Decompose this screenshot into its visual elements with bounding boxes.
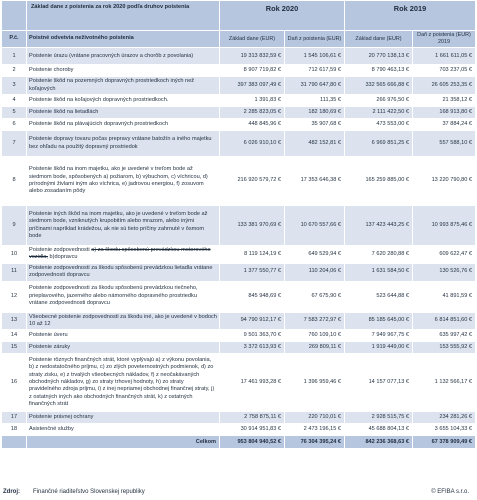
row-number: 17: [2, 412, 27, 424]
year-2020-header: Rok 2020: [220, 1, 345, 31]
row-base-2019: 7 620 280,88 €: [345, 246, 413, 264]
row-tax-2019: 41 891,59 €: [413, 281, 476, 312]
description-pre: Poistenie právnej ochrany: [29, 414, 94, 421]
row-description: [27, 77, 220, 95]
row-tax-2020: 2 473 196,15 €: [285, 424, 345, 436]
header-blank: [2, 1, 27, 31]
row-tax-2019: 21 358,12 €: [413, 95, 476, 107]
description-pre: Všeobecné poistenie zodpovednosti za škodu iné, ako je uvedené v bodoch 10 až 12: [29, 313, 217, 327]
table-row: [2, 312, 476, 330]
row-base-2020: 1 377 550,77 €: [220, 263, 285, 281]
row-base-2019: 1 919 449,00 €: [345, 342, 413, 354]
row-tax-2019: 1 132 566,17 €: [413, 354, 476, 412]
description-pre: Poistenie škôd na inom majetku, ako je uvedené v treťom bode až siedmom bode, spôsobených a) požiarom, b) výbuchom, c) víchricou, d) prírodnými živlami iným ako víchrica, e) jadrovou energiou, f) zosuvom alebo zosadaním pôdy: [29, 166, 208, 195]
table-row: [2, 206, 476, 246]
row-tax-2019: 26 605 253,35 €: [413, 77, 476, 95]
description-pre: Poistenie škôd na lietadlách: [29, 108, 99, 115]
row-base-2020: 133 381 970,69 €: [220, 206, 285, 246]
col-base-2019-header: Základ dane (EUR): [345, 31, 413, 48]
row-description: [27, 330, 220, 342]
table-row: [2, 95, 476, 107]
row-base-2020: 216 920 579,72 €: [220, 157, 285, 206]
row-base-2020: 30 914 951,83 €: [220, 424, 285, 436]
row-tax-2020: 220 710,01 €: [285, 412, 345, 424]
row-base-2020: 8 119 124,19 €: [220, 246, 285, 264]
row-tax-2019: 153 555,92 €: [413, 342, 476, 354]
table-row: [2, 246, 476, 264]
table-row: [2, 77, 476, 95]
row-tax-2019: 3 655 104,33 €: [413, 424, 476, 436]
table-body: [2, 48, 476, 436]
description-post: b)dopravcu: [47, 254, 78, 261]
row-description: [27, 48, 220, 65]
row-base-2020: 397 383 097,49 €: [220, 77, 285, 95]
table-row: [2, 424, 476, 436]
row-description: [27, 157, 220, 206]
table-row: [2, 263, 476, 281]
total-tax-2020: 76 304 395,24 €: [285, 436, 345, 449]
row-description: [27, 131, 220, 157]
row-base-2019: 6 969 851,25 €: [345, 131, 413, 157]
row-base-2020: 2 758 875,11 €: [220, 412, 285, 424]
row-description: [27, 424, 220, 436]
description-pre: Poistenie zodpovednosti za škodu spôsobenú prevádzkou riečneho, prieplavového, jazerného alebo námorného dopravného prostriedku vrátane zodpovednosti dopravcu: [29, 285, 198, 307]
row-tax-2019: 168 913,80 €: [413, 107, 476, 119]
table-row: [2, 330, 476, 342]
row-description: [27, 107, 220, 119]
table-row: [2, 65, 476, 77]
row-base-2020: 94 790 912,17 €: [220, 312, 285, 330]
row-number: 8: [2, 157, 27, 206]
source-text: Finančné riaditeľstvo Slovenskej republiky: [33, 489, 145, 495]
tax-table-container: [1, 0, 475, 449]
description-pre: Poistenie škôd na plávajúcich dopravných prostriedkoch: [29, 120, 168, 127]
description-pre: Poistenie škôd na pozemných dopravných prostriedkoch iných než koľajových: [29, 78, 195, 92]
table-row: [2, 157, 476, 206]
row-tax-2020: 17 353 646,38 €: [285, 157, 345, 206]
description-pre: Poistenie úveru: [29, 332, 68, 339]
row-tax-2020: 182 180,69 €: [285, 107, 345, 119]
row-tax-2019: 10 993 875,46 €: [413, 206, 476, 246]
row-base-2019: 332 565 666,88 €: [345, 77, 413, 95]
row-tax-2019: 609 622,47 €: [413, 246, 476, 264]
header-row-columns: [2, 31, 476, 48]
row-tax-2019: 703 237,05 €: [413, 65, 476, 77]
row-number: 14: [2, 330, 27, 342]
row-tax-2019: 1 661 611,05 €: [413, 48, 476, 65]
row-base-2019: 85 185 645,00 €: [345, 312, 413, 330]
table-row: [2, 107, 476, 119]
table-title: Základ dane z poistenia za rok 2020 podľa druhov poistenia: [27, 1, 220, 31]
row-tax-2019: 635 997,42 €: [413, 330, 476, 342]
row-number: 2: [2, 65, 27, 77]
row-base-2020: 17 461 993,28 €: [220, 354, 285, 412]
row-tax-2020: 1 396 959,46 €: [285, 354, 345, 412]
row-tax-2020: 111,35 €: [285, 95, 345, 107]
table-row: [2, 131, 476, 157]
description-pre: Poistenie zodpovednosti za škodu spôsobenú prevádzkou lietadla vrátane zodpovednosti dopravcu: [29, 264, 213, 279]
total-label: Celkom: [27, 436, 220, 449]
row-tax-2019: 13 220 790,80 €: [413, 157, 476, 206]
row-number: 7: [2, 131, 27, 157]
row-tax-2020: 31 790 647,80 €: [285, 77, 345, 95]
description-pre: Poistenie choroby: [29, 67, 74, 74]
efiba-logo: © EFIBA s.r.o.: [431, 489, 469, 495]
row-tax-2020: 10 670 557,66 €: [285, 206, 345, 246]
row-number: 11: [2, 263, 27, 281]
description-pre: Asistenčné služby: [29, 426, 74, 433]
row-tax-2020: 35 907,68 €: [285, 119, 345, 131]
total-base-2019: 842 236 368,63 €: [345, 436, 413, 449]
row-number: 18: [2, 424, 27, 436]
row-base-2019: 2 928 515,75 €: [345, 412, 413, 424]
row-number: 16: [2, 354, 27, 412]
row-number: 13: [2, 312, 27, 330]
row-base-2020: 9 501 363,70 €: [220, 330, 285, 342]
row-base-2019: 523 644,88 €: [345, 281, 413, 312]
row-description: [27, 119, 220, 131]
row-base-2019: 20 770 138,13 €: [345, 48, 413, 65]
description-pre: Poistenie zodpovednosti: [29, 247, 92, 253]
row-base-2020: 1 391,83 €: [220, 95, 285, 107]
row-number: 9: [2, 206, 27, 246]
row-number: 12: [2, 281, 27, 312]
row-base-2020: 6 026 910,10 €: [220, 131, 285, 157]
table-row: [2, 281, 476, 312]
header-row-top: [2, 1, 476, 31]
row-tax-2020: 110 204,06 €: [285, 263, 345, 281]
row-description: [27, 65, 220, 77]
row-tax-2019: 557 588,10 €: [413, 131, 476, 157]
row-number: 3: [2, 77, 27, 95]
row-number: 6: [2, 119, 27, 131]
row-number: 1: [2, 48, 27, 65]
row-description: [27, 354, 220, 412]
description-pre: Poistenie iných škôd na inom majetku, ako je uvedené v treťom bode až siedmom bode, vzniknutých krupobitím alebo mrazom, alebo inými príčinami napríklad krádežou, ak nie sú tieto príčiny zahrnuté v ôsmom bode: [29, 210, 208, 239]
row-tax-2019: 37 884,24 €: [413, 119, 476, 131]
row-tax-2020: 760 109,10 €: [285, 330, 345, 342]
row-tax-2020: 7 583 272,97 €: [285, 312, 345, 330]
row-base-2019: 2 111 422,50 €: [345, 107, 413, 119]
total-blank: [2, 436, 27, 449]
row-base-2020: 845 948,69 €: [220, 281, 285, 312]
source-label: Zdroj:: [3, 489, 20, 495]
row-description: [27, 342, 220, 354]
row-base-2020: 19 313 832,59 €: [220, 48, 285, 65]
row-number: 10: [2, 246, 27, 264]
col-base-2020-header: Základ dane (EUR): [220, 31, 285, 48]
total-row: [2, 436, 476, 449]
row-base-2019: 14 157 077,13 €: [345, 354, 413, 412]
row-base-2019: 473 553,00 €: [345, 119, 413, 131]
col-number-header: P.č.: [2, 31, 27, 48]
description-pre: Poistenie dopravy tovaru počas prepravy vrátane batožín a iného majetku bez ohľadu na použitý dopravný prostriedok: [29, 136, 212, 150]
row-base-2019: 266 976,50 €: [345, 95, 413, 107]
year-2019-header: Rok 2019: [345, 1, 476, 31]
table-row: [2, 48, 476, 65]
row-tax-2020: 649 529,94 €: [285, 246, 345, 264]
row-number: 5: [2, 107, 27, 119]
description-pre: Poistenie škôd na koľajových dopravných prostriedkoch.: [29, 96, 169, 103]
total-base-2020: 953 804 940,52 €: [220, 436, 285, 449]
col-tax-2019-header: Daň z poistenia (EUR) 2019: [413, 31, 476, 48]
row-tax-2019: 130 526,76 €: [413, 263, 476, 281]
row-base-2020: 8 907 719,82 €: [220, 65, 285, 77]
row-tax-2020: 482 152,81 €: [285, 131, 345, 157]
row-description: [27, 246, 220, 264]
row-description: [27, 263, 220, 281]
description-pre: Poistenie rôznych finančných strát, ktoré vyplývajú a) z výkonu povolania, b) z nedostatočného príjmu, c) zo zlých poveternostných podmienok, d) zo straty zisku, e) z trvalých všeobecných nákladov, f) z neočakávaných obchodných nákladov, g) zo straty trhovej hodnoty, h) zo straty pravidelného zdroja príjmu, i) z inej nepriamej obchodnej finančnej straty, j) z ostatných iných ako obchodných finančných strát, k) z ostatných finančných strát: [29, 356, 215, 408]
table-row: [2, 412, 476, 424]
row-tax-2020: 1 545 106,61 €: [285, 48, 345, 65]
row-number: 4: [2, 95, 27, 107]
row-tax-2020: 269 809,11 €: [285, 342, 345, 354]
col-tax-2020-header: Daň z poistenia (EUR): [285, 31, 345, 48]
row-base-2020: 3 372 613,93 €: [220, 342, 285, 354]
row-tax-2019: 234 281,26 €: [413, 412, 476, 424]
col-description-header: Poistné odvetvia neživotného poistenia: [27, 31, 220, 48]
total-tax-2019: 67 378 909,49 €: [413, 436, 476, 449]
row-base-2019: 8 790 463,13 €: [345, 65, 413, 77]
table-row: [2, 342, 476, 354]
description-pre: Poistenie záruky: [29, 344, 71, 351]
row-description: [27, 412, 220, 424]
row-tax-2019: 6 814 851,60 €: [413, 312, 476, 330]
row-description: [27, 281, 220, 312]
row-base-2019: 137 423 443,25 €: [345, 206, 413, 246]
row-tax-2020: 67 675,90 €: [285, 281, 345, 312]
row-base-2019: 165 259 885,00 €: [345, 157, 413, 206]
row-description: [27, 95, 220, 107]
row-base-2020: 2 285 823,05 €: [220, 107, 285, 119]
row-tax-2020: 712 617,59 €: [285, 65, 345, 77]
row-base-2020: 448 845,96 €: [220, 119, 285, 131]
row-base-2019: 1 631 584,50 €: [345, 263, 413, 281]
tax-table: [1, 0, 476, 449]
table-row: [2, 354, 476, 412]
description-strike: a) za škodu spôsobenú prevádzkou motorového vozidla,: [29, 247, 211, 261]
row-number: 15: [2, 342, 27, 354]
row-base-2019: 45 688 804,13 €: [345, 424, 413, 436]
row-description: [27, 206, 220, 246]
row-description: [27, 312, 220, 330]
table-row: [2, 119, 476, 131]
description-pre: Poistenie úrazu (vrátane pracovných úrazov a chorôb z povolania): [29, 52, 194, 59]
row-base-2019: 7 949 967,75 €: [345, 330, 413, 342]
